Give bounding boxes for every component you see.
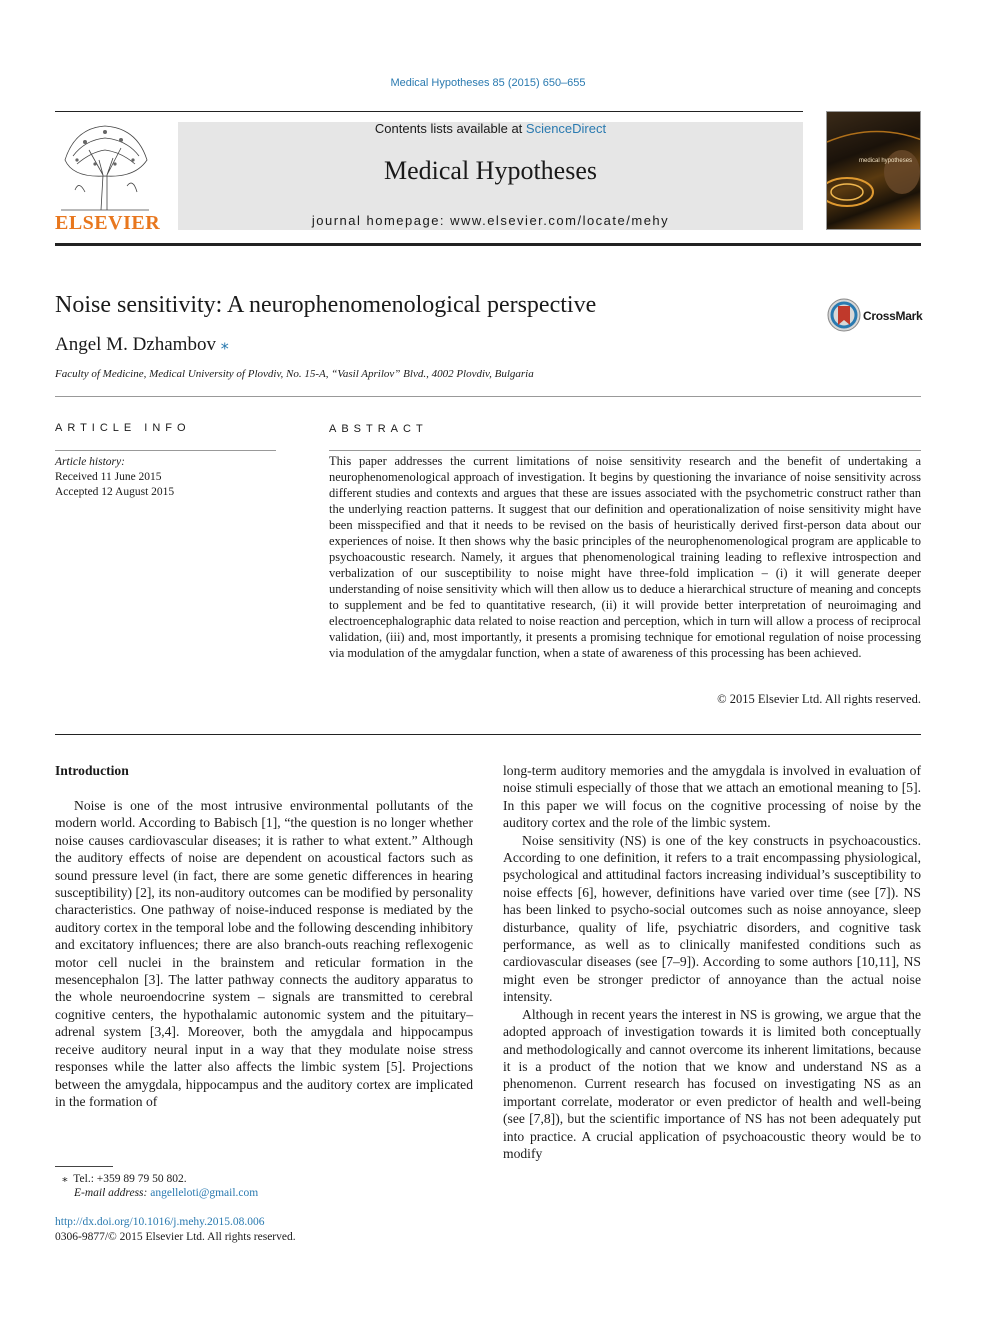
article-history xyxy=(55,455,174,500)
journal-title: Medical Hypotheses xyxy=(383,156,597,185)
article-info-heading: ARTICLE INFO xyxy=(55,422,191,434)
cover-title: medical hypotheses xyxy=(859,158,913,164)
author-footnote-mark[interactable]: ⁎ xyxy=(220,336,229,353)
abstract-heading: ABSTRACT xyxy=(329,423,428,435)
article-info-rule xyxy=(55,450,276,451)
journal-homepage[interactable]: journal homepage: www.elsevier.com/locate/mehy xyxy=(311,213,670,228)
sciencedirect-link[interactable]: ScienceDirect xyxy=(525,121,607,136)
received-date: Received 11 June 2015 xyxy=(55,471,162,483)
body-column-right xyxy=(503,762,921,1162)
body-column-left xyxy=(55,797,473,1110)
doi-link[interactable]: http://dx.doi.org/10.1016/j.mehy.2015.08.006 xyxy=(55,1216,265,1228)
crossmark-label[interactable]: CrossMark xyxy=(863,309,923,323)
header-top-rule xyxy=(55,111,803,112)
abstract-bottom-rule xyxy=(55,734,921,735)
header-bottom-rule xyxy=(55,243,921,246)
intro-paragraph-1: Noise is one of the most intrusive environmental pollutants of the modern world. According to Babisch [1], “the question is no longer whether noise causes cardiovascular diseases; it is rather to what extent.” Although the auditory effects of noise are dependent on acoustical factors such as sound pressure level (in fact, there are some genetic differences in hearing susceptibility) [2], its non-auditory outcomes can be modified by personality characteristics. One pathway of noise-induced response is mediated by the auditory cortex in the temporal lobe and the following descending inhibitory and excitatory influences; there are also branch-outs reaching reflexogenic motor cell nuclei in the brainstem and reticular formation in the mesencephalon [3]. The latter pathway connects the auditory apparatus to the whole neuroendocrine system – signals are transmitted to cerebral cognitive centers, the hypothalamic autonomic system and the pituitary–adrenal system [3,4]. Moreover, both the amygdala and hippocampus receive auditory neural input in a way that they modulate noise stress responses while the latter also affects the limbic system [5]. Projections between the amygdala, hippocampus and the auditory cortex are implicated in the formation of xyxy=(55,798,473,1109)
footnote-email xyxy=(74,1187,258,1199)
email-label: E-mail address: xyxy=(74,1187,148,1199)
crossmark-icon[interactable] xyxy=(826,297,862,333)
author-name: Angel M. Dzhambov xyxy=(55,334,216,355)
contents-prefix: Contents lists available at xyxy=(374,121,526,136)
cover-art-icon xyxy=(827,112,921,230)
issn-line: 0306-9877/© 2015 Elsevier Ltd. All rights reserved. xyxy=(55,1231,296,1243)
journal-cover-image xyxy=(826,111,921,230)
article-title: Noise sensitivity: A neurophenomenological perspective xyxy=(55,292,597,318)
intro-paragraph-continued: long-term auditory memories and the amygdala is involved in evaluation of noise stimuli especially of those that we attach an emotional meaning to [5]. In this paper we will focus on the cognitive processing of noise by the auditory cortex and the role of the limbic system. xyxy=(503,763,921,831)
email-link[interactable]: angelleloti@gmail.com xyxy=(150,1187,259,1199)
accepted-date: Accepted 12 August 2015 xyxy=(55,486,175,498)
title-rule xyxy=(55,396,921,397)
footnote-rule xyxy=(55,1166,113,1167)
abstract-text: This paper addresses the current limitations of noise sensitivity research and the benefit of undertaking a neurophenomenological approach of investigation. It begins by questioning the invariance of noise sensitivity across different studies and contexts and argues that these are issues associated with the psychometric construct rather than the underlying reaction patterns. It suggest that our definition and operationalization of noise sensitivity might have been misspecified and that it needs to be revised on the basis of heuristically derived first-person data about our experiences of noise. It then shows why the basic principles of the neurophenomenological program are applicable to psychoacoustic research. Namely, it argues that phenomenological training leading to reflexive introspection and verbalization of our susceptibility to noise might have three-fold implication – (i) it will generate deeper understanding of noise sensitivity which will then allow us to deduce a hierarchical structure of meaning and concepts to supplement and be fed to quantitative research, (ii) it will provide better interpretation of neuroimaging and electroencephalographic data related to noise reaction and perception, which in turn will allow a process of reciprocal validation, (iii) and, most importantly, it presents a promising technique for emotional regulation of noise processing via modulation of the amygdalar function, when a state of awareness of this processing has been achieved. xyxy=(329,454,921,660)
author-affiliation: Faculty of Medicine, Medical University of Plovdiv, No. 15-A, “Vasil Aprilov” Blvd., 4002 Plovdiv, Bulgaria xyxy=(55,368,534,380)
journal-citation[interactable]: Medical Hypotheses 85 (2015) 650–655 xyxy=(390,77,586,89)
intro-paragraph-3: Although in recent years the interest in NS is growing, we argue that the adopted approach of investigation towards it is limited both conceptually and methodologically and cannot overcome its inherent limitations, because it is a product of the notion that we know and understand NS as a phenomenon. Current research has focused on investigating NS as an important correlate, moderator or even predictor of health and well-being (see [7,8]), but the scientific importance of NS has not been adequately put into practice. A crucial application of psychoacoustic theory would be to modify xyxy=(503,1006,921,1161)
introduction-heading: Introduction xyxy=(55,763,129,778)
history-label: Article history: xyxy=(55,456,125,468)
elsevier-tree-logo-icon xyxy=(55,120,155,212)
contents-line xyxy=(178,121,803,136)
footnote-tel xyxy=(62,1171,187,1185)
tel-text: Tel.: +359 89 79 50 802. xyxy=(73,1173,187,1185)
elsevier-wordmark: ELSEVIER xyxy=(55,212,161,234)
footnote-mark: ⁎ xyxy=(62,1173,68,1185)
article-author xyxy=(55,334,229,356)
abstract-rule xyxy=(329,450,921,451)
abstract-copyright: © 2015 Elsevier Ltd. All rights reserved. xyxy=(717,692,921,706)
intro-paragraph-2: Noise sensitivity (NS) is one of the key constructs in psychoacoustics. According to one definition, it refers to a trait encompassing physiological, psychological and attitudinal factors increasing individual’s susceptibility to noise effects [6], however, definitions have varied over time (see [7]). NS has been linked to psycho-social outcomes such as noise annoyance, sleep disturbance, quality of life, psychiatric disorders, and cognitive task performance, as well as to clinically manifested conditions such as cardiovascular diseases (see [7–9]). According to some authors [10,11], NS might even be stronger predictor of annoyance than the actual noise intensity. xyxy=(503,832,921,1005)
